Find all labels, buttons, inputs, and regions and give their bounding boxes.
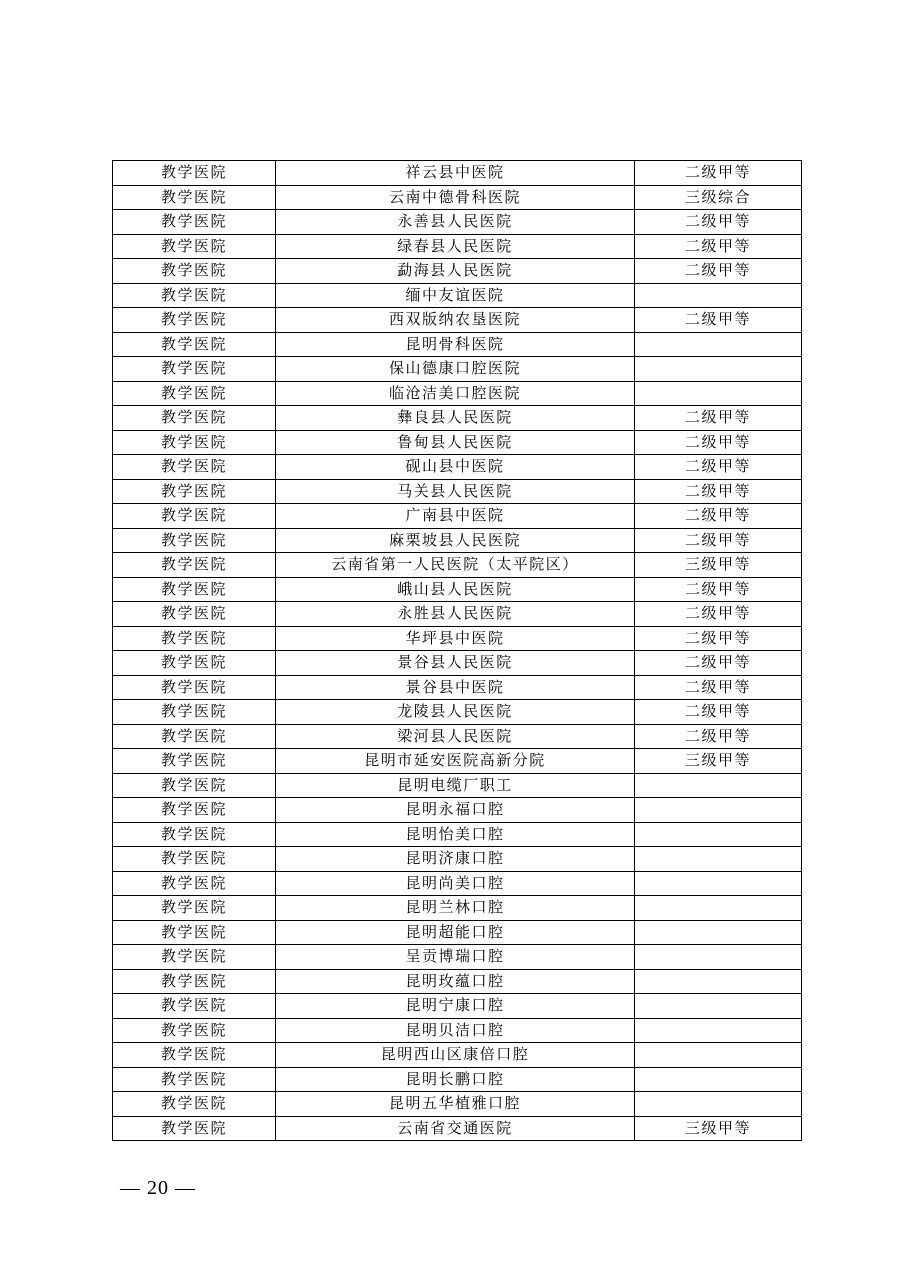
hospital-type-cell: 教学医院 xyxy=(113,308,276,333)
table-row xyxy=(113,969,802,994)
hospital-type-cell: 教学医院 xyxy=(113,430,276,455)
table-row xyxy=(113,185,802,210)
hospital-type-cell: 教学医院 xyxy=(113,479,276,504)
table-row xyxy=(113,210,802,235)
table-row xyxy=(113,896,802,921)
hospital-name-cell: 云南中德骨科医院 xyxy=(276,185,635,210)
hospital-level-cell: 二级甲等 xyxy=(635,651,802,676)
hospital-level-cell: 二级甲等 xyxy=(635,700,802,725)
hospital-type-cell: 教学医院 xyxy=(113,847,276,872)
table-row xyxy=(113,1018,802,1043)
hospital-name-cell: 西双版纳农垦医院 xyxy=(276,308,635,333)
hospital-name-cell: 广南县中医院 xyxy=(276,504,635,529)
hospital-type-cell: 教学医院 xyxy=(113,920,276,945)
table-row xyxy=(113,577,802,602)
hospital-level-cell xyxy=(635,1018,802,1043)
table-row xyxy=(113,479,802,504)
hospital-name-cell: 昆明贝洁口腔 xyxy=(276,1018,635,1043)
hospital-name-cell: 昆明济康口腔 xyxy=(276,847,635,872)
table-row xyxy=(113,1092,802,1117)
hospital-name-cell: 祥云县中医院 xyxy=(276,161,635,186)
hospital-type-cell: 教学医院 xyxy=(113,749,276,774)
hospital-level-cell: 三级甲等 xyxy=(635,553,802,578)
table-row xyxy=(113,234,802,259)
hospital-name-cell: 昆明超能口腔 xyxy=(276,920,635,945)
hospital-level-cell: 三级甲等 xyxy=(635,749,802,774)
table-row xyxy=(113,847,802,872)
hospital-name-cell: 临沧洁美口腔医院 xyxy=(276,381,635,406)
hospital-name-cell: 彝良县人民医院 xyxy=(276,406,635,431)
hospital-type-cell: 教学医院 xyxy=(113,528,276,553)
table-row xyxy=(113,675,802,700)
table-row xyxy=(113,357,802,382)
hospital-name-cell: 昆明尚美口腔 xyxy=(276,871,635,896)
table-row xyxy=(113,724,802,749)
hospital-level-cell: 二级甲等 xyxy=(635,626,802,651)
hospital-name-cell: 马关县人民医院 xyxy=(276,479,635,504)
hospital-name-cell: 昆明西山区康倍口腔 xyxy=(276,1043,635,1068)
table-row xyxy=(113,773,802,798)
table-row xyxy=(113,749,802,774)
hospital-type-cell: 教学医院 xyxy=(113,626,276,651)
table-row xyxy=(113,455,802,480)
hospital-name-cell: 景谷县中医院 xyxy=(276,675,635,700)
hospital-level-cell: 二级甲等 xyxy=(635,602,802,627)
hospital-type-cell: 教学医院 xyxy=(113,357,276,382)
hospital-name-cell: 鲁甸县人民医院 xyxy=(276,430,635,455)
hospital-type-cell: 教学医院 xyxy=(113,945,276,970)
hospital-level-cell: 二级甲等 xyxy=(635,455,802,480)
hospital-level-cell xyxy=(635,1043,802,1068)
hospital-type-cell: 教学医院 xyxy=(113,773,276,798)
hospital-level-cell: 二级甲等 xyxy=(635,210,802,235)
hospital-name-cell: 永胜县人民医院 xyxy=(276,602,635,627)
hospital-level-cell xyxy=(635,969,802,994)
hospital-type-cell: 教学医院 xyxy=(113,283,276,308)
table-row xyxy=(113,1043,802,1068)
hospital-level-cell: 三级综合 xyxy=(635,185,802,210)
hospital-type-cell: 教学医院 xyxy=(113,455,276,480)
hospital-name-cell: 勐海县人民医院 xyxy=(276,259,635,284)
table-row xyxy=(113,626,802,651)
hospital-level-cell: 二级甲等 xyxy=(635,406,802,431)
hospital-type-cell: 教学医院 xyxy=(113,700,276,725)
hospital-level-cell: 二级甲等 xyxy=(635,234,802,259)
table-row xyxy=(113,602,802,627)
hospital-level-cell: 二级甲等 xyxy=(635,479,802,504)
hospital-level-cell xyxy=(635,1092,802,1117)
hospital-type-cell: 教学医院 xyxy=(113,675,276,700)
hospital-table xyxy=(112,160,802,1141)
hospital-name-cell: 昆明五华植雅口腔 xyxy=(276,1092,635,1117)
hospital-name-cell: 昆明长鹏口腔 xyxy=(276,1067,635,1092)
table-row xyxy=(113,651,802,676)
table-row xyxy=(113,822,802,847)
hospital-type-cell: 教学医院 xyxy=(113,332,276,357)
hospital-type-cell: 教学医院 xyxy=(113,871,276,896)
hospital-level-cell xyxy=(635,847,802,872)
hospital-name-cell: 昆明市延安医院高新分院 xyxy=(276,749,635,774)
table-row xyxy=(113,308,802,333)
hospital-type-cell: 教学医院 xyxy=(113,577,276,602)
hospital-level-cell xyxy=(635,332,802,357)
table-row xyxy=(113,994,802,1019)
hospital-name-cell: 昆明怡美口腔 xyxy=(276,822,635,847)
table-row xyxy=(113,553,802,578)
hospital-level-cell xyxy=(635,1067,802,1092)
hospital-name-cell: 永善县人民医院 xyxy=(276,210,635,235)
hospital-type-cell: 教学医院 xyxy=(113,724,276,749)
hospital-type-cell: 教学医院 xyxy=(113,994,276,1019)
hospital-level-cell: 二级甲等 xyxy=(635,161,802,186)
hospital-type-cell: 教学医院 xyxy=(113,210,276,235)
hospital-name-cell: 昆明兰林口腔 xyxy=(276,896,635,921)
hospital-level-cell: 二级甲等 xyxy=(635,577,802,602)
hospital-type-cell: 教学医院 xyxy=(113,969,276,994)
hospital-level-cell xyxy=(635,798,802,823)
hospital-name-cell: 华坪县中医院 xyxy=(276,626,635,651)
hospital-level-cell xyxy=(635,381,802,406)
hospital-level-cell: 二级甲等 xyxy=(635,528,802,553)
hospital-type-cell: 教学医院 xyxy=(113,602,276,627)
hospital-type-cell: 教学医院 xyxy=(113,1067,276,1092)
table-row xyxy=(113,920,802,945)
hospital-name-cell: 云南省第一人民医院（太平院区） xyxy=(276,553,635,578)
hospital-type-cell: 教学医院 xyxy=(113,504,276,529)
hospital-type-cell: 教学医院 xyxy=(113,553,276,578)
hospital-type-cell: 教学医院 xyxy=(113,1116,276,1141)
hospital-type-cell: 教学医院 xyxy=(113,651,276,676)
hospital-level-cell xyxy=(635,994,802,1019)
hospital-level-cell: 二级甲等 xyxy=(635,675,802,700)
hospital-type-cell: 教学医院 xyxy=(113,798,276,823)
hospital-name-cell: 昆明电缆厂职工 xyxy=(276,773,635,798)
table-row xyxy=(113,381,802,406)
hospital-type-cell: 教学医院 xyxy=(113,259,276,284)
table-row xyxy=(113,332,802,357)
hospital-type-cell: 教学医院 xyxy=(113,896,276,921)
hospital-level-cell xyxy=(635,896,802,921)
hospital-type-cell: 教学医院 xyxy=(113,1043,276,1068)
table-row xyxy=(113,528,802,553)
hospital-type-cell: 教学医院 xyxy=(113,822,276,847)
hospital-name-cell: 昆明玫蕴口腔 xyxy=(276,969,635,994)
hospital-name-cell: 呈贡博瑞口腔 xyxy=(276,945,635,970)
hospital-level-cell xyxy=(635,945,802,970)
table-row xyxy=(113,161,802,186)
hospital-name-cell: 砚山县中医院 xyxy=(276,455,635,480)
hospital-type-cell: 教学医院 xyxy=(113,381,276,406)
hospital-name-cell: 龙陵县人民医院 xyxy=(276,700,635,725)
hospital-level-cell: 二级甲等 xyxy=(635,504,802,529)
hospital-level-cell xyxy=(635,822,802,847)
hospital-name-cell: 云南省交通医院 xyxy=(276,1116,635,1141)
hospital-name-cell: 梁河县人民医院 xyxy=(276,724,635,749)
table-row xyxy=(113,259,802,284)
hospital-name-cell: 昆明骨科医院 xyxy=(276,332,635,357)
hospital-name-cell: 昆明永福口腔 xyxy=(276,798,635,823)
hospital-level-cell: 二级甲等 xyxy=(635,259,802,284)
hospital-level-cell xyxy=(635,357,802,382)
hospital-level-cell xyxy=(635,283,802,308)
table-row xyxy=(113,945,802,970)
hospital-name-cell: 保山德康口腔医院 xyxy=(276,357,635,382)
table-row xyxy=(113,798,802,823)
page-number: — 20 — xyxy=(120,1177,196,1199)
hospital-level-cell xyxy=(635,871,802,896)
hospital-level-cell xyxy=(635,773,802,798)
hospital-type-cell: 教学医院 xyxy=(113,406,276,431)
hospital-name-cell: 麻栗坡县人民医院 xyxy=(276,528,635,553)
table-row xyxy=(113,1116,802,1141)
table-row xyxy=(113,504,802,529)
hospital-table-body xyxy=(113,161,802,1141)
hospital-name-cell: 昆明宁康口腔 xyxy=(276,994,635,1019)
hospital-name-cell: 峨山县人民医院 xyxy=(276,577,635,602)
hospital-type-cell: 教学医院 xyxy=(113,161,276,186)
hospital-level-cell: 二级甲等 xyxy=(635,308,802,333)
hospital-level-cell xyxy=(635,920,802,945)
table-row xyxy=(113,700,802,725)
hospital-type-cell: 教学医院 xyxy=(113,234,276,259)
hospital-type-cell: 教学医院 xyxy=(113,185,276,210)
hospital-name-cell: 景谷县人民医院 xyxy=(276,651,635,676)
table-row xyxy=(113,406,802,431)
hospital-level-cell: 三级甲等 xyxy=(635,1116,802,1141)
hospital-type-cell: 教学医院 xyxy=(113,1092,276,1117)
table-row xyxy=(113,430,802,455)
table-row xyxy=(113,1067,802,1092)
hospital-level-cell: 二级甲等 xyxy=(635,724,802,749)
table-row xyxy=(113,871,802,896)
hospital-level-cell: 二级甲等 xyxy=(635,430,802,455)
hospital-type-cell: 教学医院 xyxy=(113,1018,276,1043)
table-row xyxy=(113,283,802,308)
hospital-name-cell: 绿春县人民医院 xyxy=(276,234,635,259)
hospital-name-cell: 缅中友谊医院 xyxy=(276,283,635,308)
